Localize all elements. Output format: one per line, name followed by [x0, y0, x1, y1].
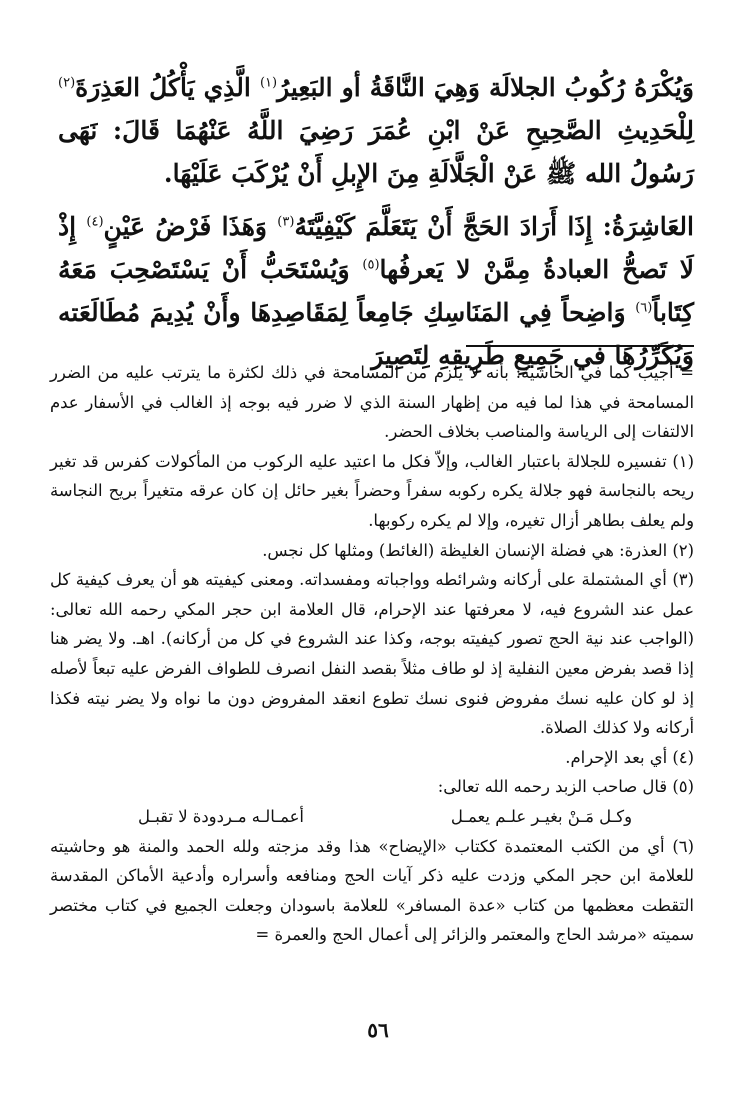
main-paragraph-2 — [58, 205, 694, 377]
main-paragraph-1 — [58, 66, 694, 195]
poem-verse — [50, 802, 694, 832]
footnote-5 — [50, 772, 694, 802]
footnote-number: (٣) — [672, 570, 694, 590]
footnote-ref[interactable]: (٤) — [86, 214, 104, 230]
main-text-run: : إِذَا أَرَادَ الحَجَّ أَنْ يَتَعَلَّمَ كَيْفِيَّتَهُ — [294, 212, 612, 241]
footnote-number: (١) — [672, 451, 694, 471]
main-text-run: وَيُكْرَهُ رُكُوبُ الجلالَة وَهِيَ النَّاقَةُ أو البَعِيرُ — [277, 73, 694, 102]
main-text-run: إِذْ لَا تَصحُّ العبادةُ مِمَّنْ لا يَعرفُها — [58, 212, 694, 284]
poem-hemistich-first: وكـل مَـنْ بغيـر علـم يعمـل — [450, 806, 632, 826]
main-text — [58, 66, 694, 387]
footnote-text: أي المشتملة على أركانه وشرائطه وواجباته ومفسداته. ومعنى كيفيته هو أن يعرف كيفية كل عمل عند الشروع فيه، لا معرفتها عند الإحرام، قال العلامة ابن حجر المكي رحمه الله تعالى: (الواجب عند نية الحج تصور كيفيته بوجه، وكذا عند الشروع في كل من أركانه). اهـ. ولا يضر هنا إذا قصد بفرض معين النفلية إذ لو طاف مثلاً بقصد النفل انصرف للطواف الفرض عليه تبعاً لأصله إذ لو كان عليه نسك مفروض فنوى نسك تطوع انعقد المفروض دون ما نواه ولا يضر نيته فكذا أركانه ولا كذلك الصلاة. — [50, 570, 694, 738]
footnote-text: أي بعد الإحرام. — [565, 747, 668, 767]
footnote-ref[interactable]: (٢) — [58, 75, 76, 91]
footnote-continuation: = أجيب كما في الحاشية: بأنه لا يلزم من المسامحة في ذلك لكثرة ما يترتب عليه من الضرر المسامحة في هذا لما فيه من إظهار السنة الذي لا ضرر فيه بوجه إذ الغالب في الأسفار عدم الالتفات إلى الرياسة والمناصب بخلاف الحضر. — [50, 363, 694, 442]
footnote-separator — [466, 345, 694, 347]
main-text-run: الَّذِي يَأْكُلُ العَذِرَةَ — [75, 73, 260, 102]
footnote-3 — [50, 565, 694, 743]
footnote-number: (٤) — [672, 747, 694, 767]
section-term: العَاشِرَةُ — [611, 212, 694, 241]
footnotes — [50, 358, 694, 950]
poem-hemistich-second: أعمـالـه مـردودة لا تقبـل — [138, 806, 304, 826]
footnote-6 — [50, 832, 694, 950]
footnote-number: (٦) — [672, 836, 694, 856]
footnote-number: (٢) — [672, 540, 694, 560]
footnote-ref[interactable]: (٣) — [277, 214, 295, 230]
footnote-ref[interactable]: (٦) — [635, 300, 653, 316]
footnote-ref[interactable]: (٥) — [362, 257, 380, 273]
footnote-4 — [50, 743, 694, 773]
main-text-run: وَيُسْتَحَبُّ أَنْ يَسْتَصْحِبَ مَعَهُ كِتَاباً — [58, 255, 694, 327]
main-text-run: لِلْحَدِيثِ الصَّحِيحِ عَنْ ابْنِ عُمَرَ رَضِيَ اللَّهُ عَنْهُمَا قَالَ: نَهَى رَسُولُ الله ﷺ عَنْ الْجَلَّالَةِ مِنَ الإِبلِ أَنْ يُرْكَبَ عَلَيْهَا. — [58, 116, 694, 188]
footnote-number: (٥) — [672, 777, 694, 797]
footnote-1 — [50, 447, 694, 536]
footnote-ref[interactable]: (١) — [259, 75, 278, 91]
footnote-text: أي من الكتب المعتمدة ككتاب «الإيضاح» هذا وقد مزجته ولله الحمد والمنة هو وحاشيته للعلامة ابن حجر المكي وزدت عليه ذكر آيات الحج ومنافعه وأسراره وأدعية الأماكن المقدسة التقطت معظمها من كتاب «عدة المسافر» للعلامة باسودان وجعلت الجميع في كتاب مختصر سميته «مرشد الحاج والمعتمر والزائر إلى أعمال الحج والعمرة = — [50, 836, 694, 945]
main-text-run: وَهَذَا فَرْضُ عَيْنٍ — [103, 212, 278, 241]
page-number: ٥٦ — [367, 1018, 389, 1042]
footnote-text: العذرة: هي فضلة الإنسان الغليظة (الغائط) ومثلها كل نجس. — [262, 540, 668, 560]
main-text-run: وَاضِحاً فِي المَنَاسِكِ جَامِعاً لِمَقَاصِدِهَا وأَنْ يُدِيمَ مُطَالَعَته وَيُكَرِّرُهَا في جَمِيعِ طَرِيقِهِ لِتَصِيرَ — [58, 298, 694, 370]
footnote-text: قال صاحب الزبد رحمه الله تعالى: — [437, 777, 668, 797]
footnote-text: تفسيره للجلالة باعتبار الغالب، وإلاّ فكل ما اعتيد عليه الركوب من المأكولات كفرس قد تغير ريحه بالنجاسة فهو جلالة يكره ركوبه سفراً وحضراً بغير حائل إن كان عرقه متغيراً بريح النجاسة ولم يعلف بطاهر أزال تغيره، وإلا لم يكره ركوبها. — [50, 451, 694, 530]
footnote-2 — [50, 536, 694, 566]
